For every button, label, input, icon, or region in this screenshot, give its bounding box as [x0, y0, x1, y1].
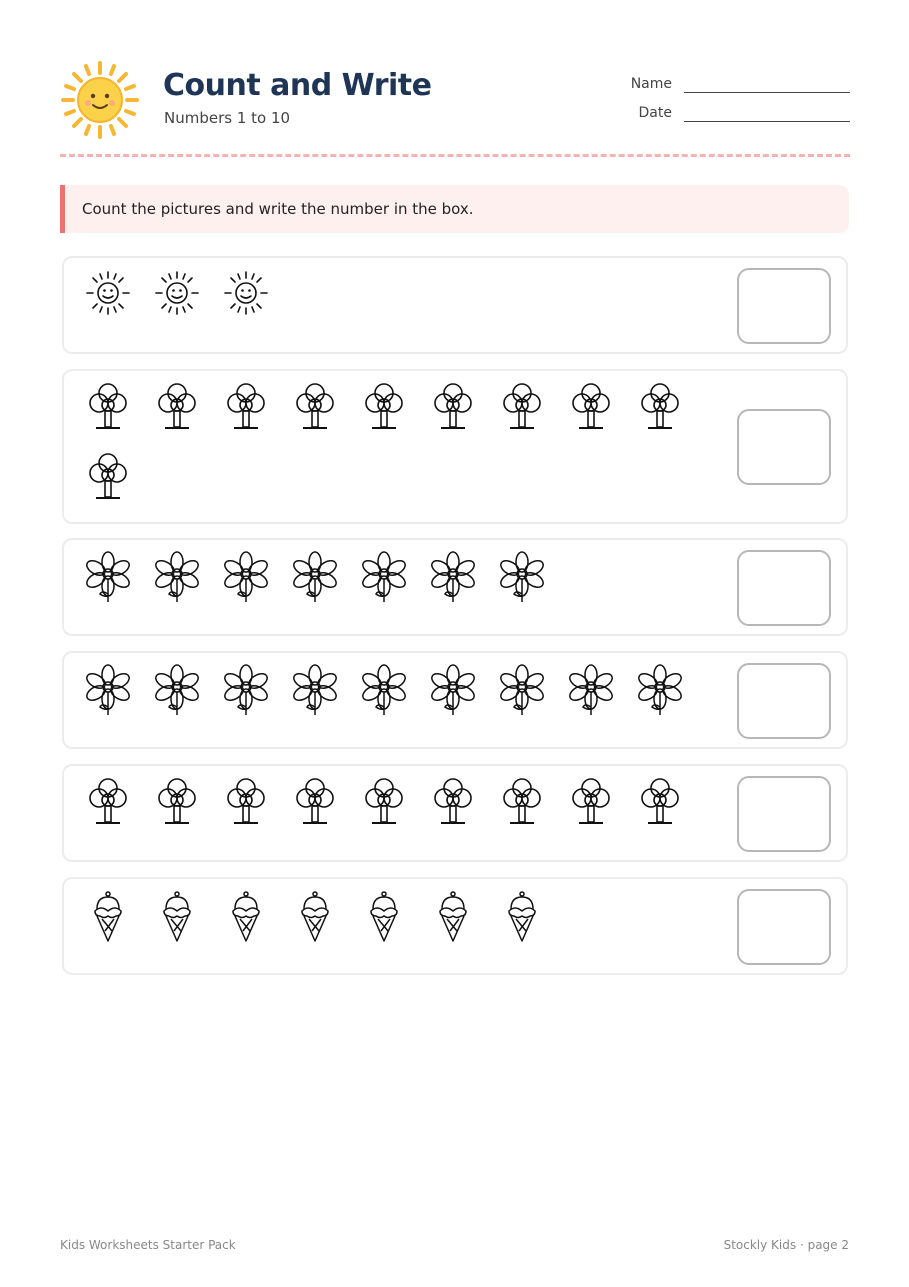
- sun-icon: [151, 268, 203, 322]
- flower-icon: [289, 663, 341, 717]
- answer-box[interactable]: [737, 889, 831, 965]
- answer-box[interactable]: [737, 776, 831, 852]
- flower-icon: [358, 663, 410, 717]
- count-row-2: [62, 369, 848, 524]
- ice-cream-icon: [496, 889, 548, 943]
- tree-icon: [151, 381, 203, 435]
- header-divider: [60, 154, 850, 157]
- flower-icon: [82, 550, 134, 604]
- footer-left-text: Kids Worksheets Starter Pack: [60, 1238, 236, 1252]
- tree-icon: [634, 776, 686, 830]
- sun-icon: [82, 268, 134, 322]
- name-line[interactable]: [684, 92, 850, 93]
- smiling-sun-icon: [60, 60, 140, 140]
- page-title: Count and Write: [163, 68, 432, 103]
- tree-icon: [220, 381, 272, 435]
- tree-icon: [634, 381, 686, 435]
- tree-icon: [427, 776, 479, 830]
- page-subtitle: Numbers 1 to 10: [164, 109, 291, 127]
- flower-icon: [358, 550, 410, 604]
- tree-icon: [82, 381, 134, 435]
- name-field[interactable]: [632, 76, 850, 98]
- answer-box[interactable]: [737, 663, 831, 739]
- tree-icon: [358, 381, 410, 435]
- sun-icon: [220, 268, 272, 322]
- tree-icon: [496, 776, 548, 830]
- tree-icon: [565, 776, 617, 830]
- ice-cream-icon: [220, 889, 272, 943]
- icon-group: [82, 268, 712, 338]
- flower-icon: [220, 663, 272, 717]
- flower-icon: [151, 550, 203, 604]
- flower-icon: [427, 550, 479, 604]
- count-row-1: [62, 256, 848, 354]
- count-row-3: [62, 538, 848, 636]
- flower-icon: [565, 663, 617, 717]
- flower-icon: [82, 663, 134, 717]
- ice-cream-icon: [358, 889, 410, 943]
- tree-icon: [82, 776, 134, 830]
- tree-icon: [358, 776, 410, 830]
- ice-cream-icon: [151, 889, 203, 943]
- flower-icon: [220, 550, 272, 604]
- answer-box[interactable]: [737, 268, 831, 344]
- flower-icon: [427, 663, 479, 717]
- ice-cream-icon: [427, 889, 479, 943]
- count-row-6: [62, 877, 848, 975]
- count-row-5: [62, 764, 848, 862]
- tree-icon: [151, 776, 203, 830]
- icon-group: [82, 663, 712, 733]
- count-row-4: [62, 651, 848, 749]
- answer-box[interactable]: [737, 409, 831, 485]
- tree-icon: [82, 451, 134, 505]
- flower-icon: [634, 663, 686, 717]
- tree-icon: [289, 381, 341, 435]
- answer-box[interactable]: [737, 550, 831, 626]
- tree-icon: [565, 381, 617, 435]
- flower-icon: [496, 663, 548, 717]
- ice-cream-icon: [82, 889, 134, 943]
- icon-group: [82, 381, 712, 521]
- instruction-text: Count the pictures and write the number in the box.: [82, 200, 474, 218]
- flower-icon: [289, 550, 341, 604]
- flower-icon: [151, 663, 203, 717]
- date-field[interactable]: [632, 105, 850, 127]
- tree-icon: [289, 776, 341, 830]
- tree-icon: [220, 776, 272, 830]
- tree-icon: [496, 381, 548, 435]
- date-line[interactable]: [684, 121, 850, 122]
- footer-right-text: Stockly Kids · page 2: [723, 1238, 849, 1252]
- ice-cream-icon: [289, 889, 341, 943]
- icon-group: [82, 776, 712, 846]
- date-label: Date: [638, 105, 672, 121]
- tree-icon: [427, 381, 479, 435]
- worksheet-header: [60, 58, 850, 138]
- instruction-banner: [60, 185, 849, 233]
- name-label: Name: [630, 76, 672, 92]
- flower-icon: [496, 550, 548, 604]
- icon-group: [82, 889, 712, 959]
- icon-group: [82, 550, 712, 620]
